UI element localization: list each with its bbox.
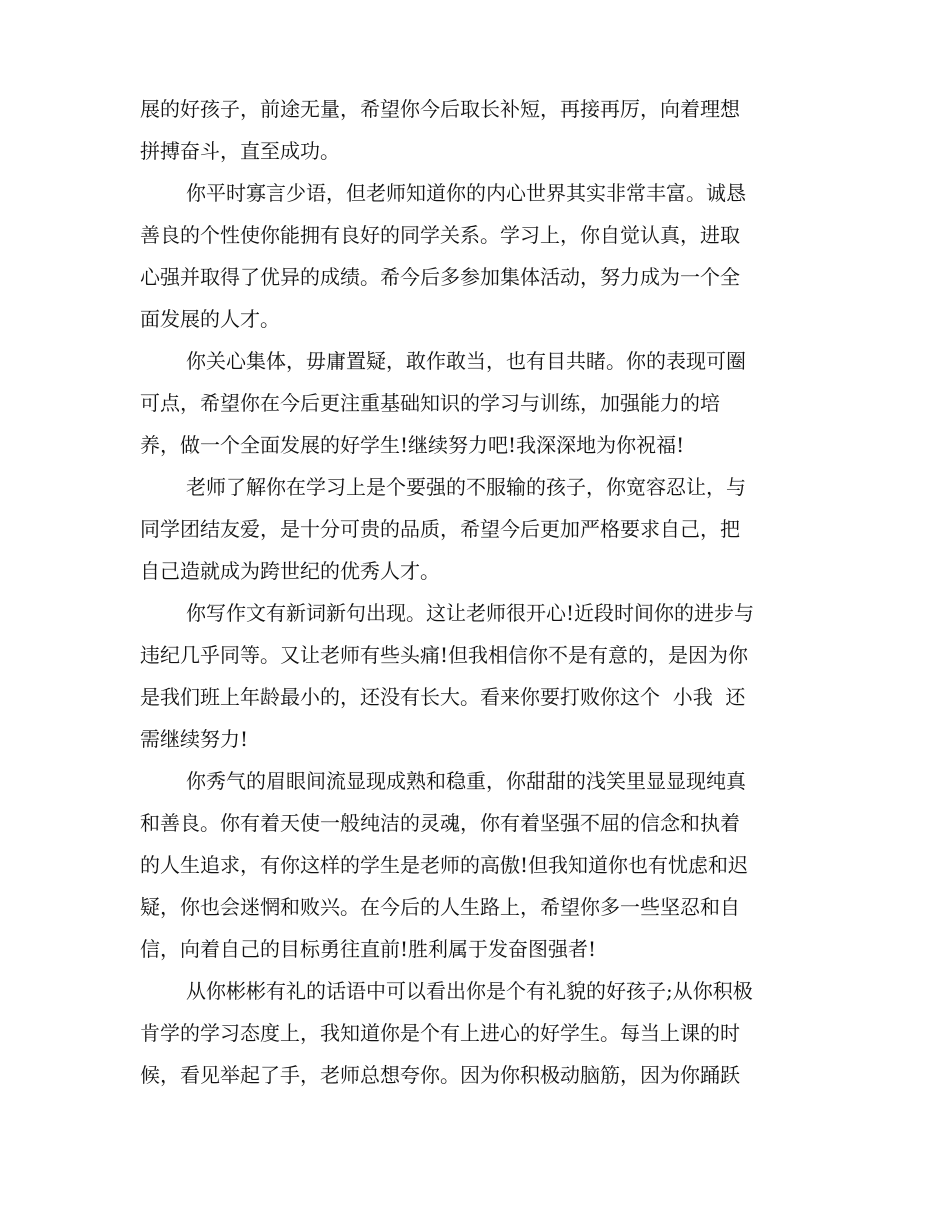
- text-line: 心强并取得了优异的成绩。希今后多参加集体活动，努力成为一个全: [140, 265, 740, 289]
- text-line: 和善良。你有着天使一般纯洁的灵魂，你有着坚强不屈的信念和执着: [140, 811, 740, 835]
- text-line: 你关心集体，毋庸置疑，敢作敢当，也有目共睹。你的表现可圈: [186, 349, 746, 373]
- paragraph: [140, 466, 800, 592]
- paragraph: [140, 592, 800, 760]
- text-line: 肯学的学习态度上，我知道你是个有上进心的好学生。每当上课的时: [140, 1021, 740, 1045]
- text-line: 你平时寡言少语，但老师知道你的内心世界其实非常丰富。诚恳: [186, 181, 746, 205]
- text-line: 拼搏奋斗，直至成功。: [140, 139, 340, 163]
- text-line: 善良的个性使你能拥有良好的同学关系。学习上，你自觉认真，进取: [140, 223, 740, 247]
- text-line: 可点，希望你在今后更注重基础知识的学习与训练，加强能力的培: [140, 391, 720, 415]
- paragraph: [140, 88, 800, 172]
- paragraph: [140, 172, 800, 340]
- text-line: 面发展的人才。: [140, 307, 280, 331]
- text-line: 你秀气的眉眼间流显现成熟和稳重，你甜甜的浅笑里显显现纯真: [186, 769, 746, 793]
- text-line: 自己造就成为跨世纪的优秀人才。: [140, 559, 440, 583]
- text-line: 同学团结友爱，是十分可贵的品质，希望今后更加严格要求自己，把: [140, 517, 740, 541]
- text-line: 的人生追求，有你这样的学生是老师的高傲!但我知道你也有忧虑和迟: [140, 853, 749, 877]
- paragraph: [140, 760, 800, 970]
- text-line: 养，做一个全面发展的好学生!继续努力吧!我深深地为你祝福!: [140, 433, 685, 457]
- text-line: 需继续努力!: [140, 727, 249, 751]
- text-line: 老师了解你在学习上是个要强的不服输的孩子，你宽容忍让，与: [186, 475, 746, 499]
- text-line: 展的好孩子，前途无量，希望你今后取长补短，再接再厉，向着理想: [140, 97, 740, 121]
- document-body: [140, 88, 800, 1096]
- text-line: 候，看见举起了手，老师总想夸你。因为你积极动脑筋，因为你踊跃: [140, 1063, 740, 1087]
- text-line: 违纪几乎同等。又让老师有些头痛!但我相信你不是有意的，是因为你: [140, 643, 749, 667]
- paragraph: [140, 970, 800, 1096]
- text-line: 从你彬彬有礼的话语中可以看出你是个有礼貌的好孩子;从你积极: [186, 979, 753, 1003]
- text-line: 你写作文有新词新句出现。这让老师很开心!近段时间你的进步与: [186, 601, 755, 625]
- text-line: 疑，你也会迷惘和败兴。在今后的人生路上，希望你多一些坚忍和自: [140, 895, 740, 919]
- paragraph: [140, 340, 800, 466]
- text-line: 信，向着自己的目标勇往直前!胜利属于发奋图强者!: [140, 937, 597, 961]
- text-line: 是我们班上年龄最小的，还没有长大。看来你要打败你这个 小我 还: [140, 685, 746, 709]
